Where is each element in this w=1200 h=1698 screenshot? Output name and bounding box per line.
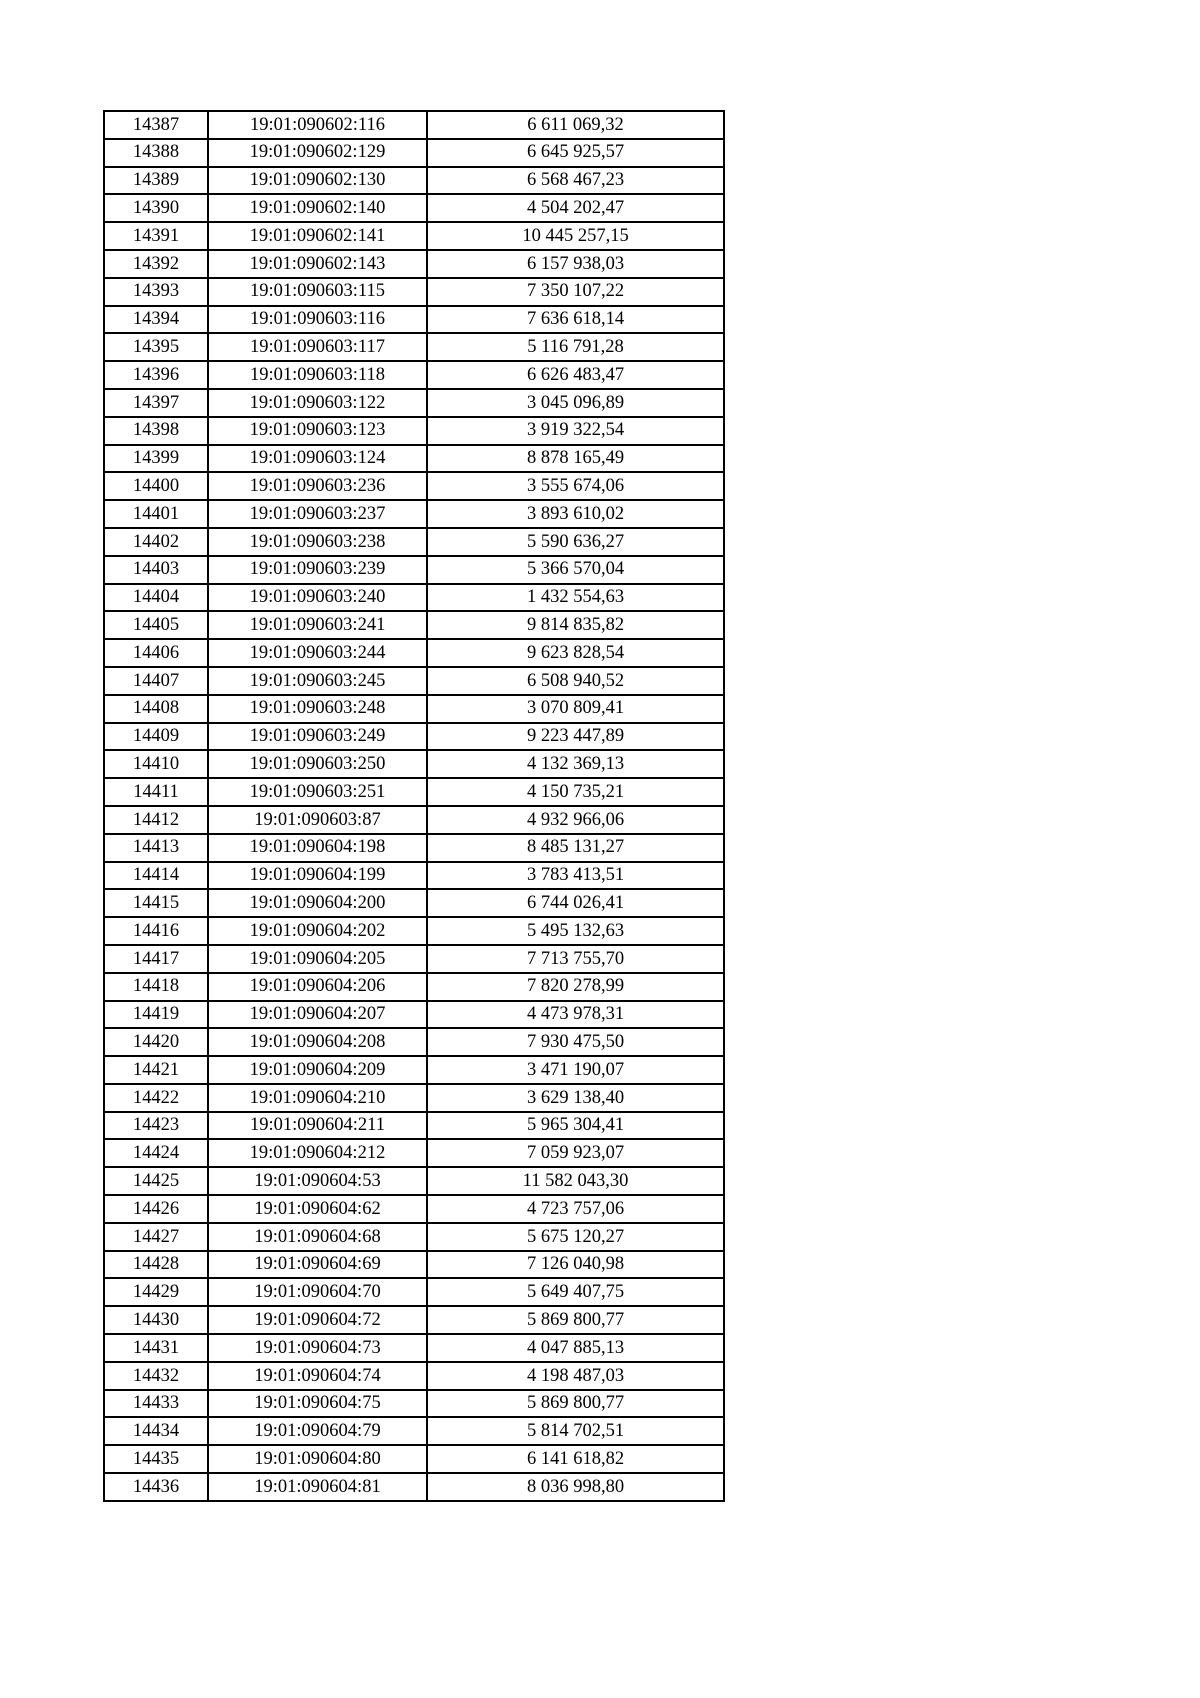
- cadastral-value-cell: 8 878 165,49: [427, 445, 724, 473]
- row-number-cell: 14412: [104, 806, 208, 834]
- table-row: [104, 584, 724, 612]
- cadastral-number-cell: 19:01:090604:206: [208, 973, 427, 1001]
- cadastral-number-cell: 19:01:090603:241: [208, 611, 427, 639]
- row-number-cell: 14387: [104, 111, 208, 139]
- cadastral-value-cell: 5 675 120,27: [427, 1223, 724, 1251]
- table-row: [104, 1390, 724, 1418]
- table-row: [104, 945, 724, 973]
- cadastral-value-cell: 6 611 069,32: [427, 111, 724, 139]
- cadastral-number-cell: 19:01:090604:202: [208, 917, 427, 945]
- table-row: [104, 1251, 724, 1279]
- table-row: [104, 1084, 724, 1112]
- cadastral-value-cell: 6 744 026,41: [427, 889, 724, 917]
- cadastral-number-cell: 19:01:090604:210: [208, 1084, 427, 1112]
- cadastral-value-cell: 4 473 978,31: [427, 1001, 724, 1029]
- row-number-cell: 14420: [104, 1028, 208, 1056]
- cadastral-number-cell: 19:01:090603:237: [208, 500, 427, 528]
- table-row: [104, 333, 724, 361]
- cadastral-number-cell: 19:01:090604:72: [208, 1306, 427, 1334]
- table-row: [104, 667, 724, 695]
- row-number-cell: 14390: [104, 194, 208, 222]
- cadastral-value-cell: 9 223 447,89: [427, 723, 724, 751]
- cadastral-value-cell: 5 590 636,27: [427, 528, 724, 556]
- cadastral-value-cell: 6 141 618,82: [427, 1445, 724, 1473]
- table-row: [104, 806, 724, 834]
- row-number-cell: 14429: [104, 1278, 208, 1306]
- table-row: [104, 1112, 724, 1140]
- cadastral-number-cell: 19:01:090602:130: [208, 167, 427, 195]
- row-number-cell: 14402: [104, 528, 208, 556]
- table-row: [104, 500, 724, 528]
- cadastral-value-cell: 8 036 998,80: [427, 1473, 724, 1501]
- cadastral-value-cell: 3 919 322,54: [427, 417, 724, 445]
- table-row: [104, 639, 724, 667]
- cadastral-value-cell: 3 783 413,51: [427, 862, 724, 890]
- row-number-cell: 14396: [104, 361, 208, 389]
- row-number-cell: 14392: [104, 250, 208, 278]
- cadastral-value-cell: 4 504 202,47: [427, 194, 724, 222]
- row-number-cell: 14426: [104, 1195, 208, 1223]
- cadastral-value-cell: 4 198 487,03: [427, 1362, 724, 1390]
- row-number-cell: 14422: [104, 1084, 208, 1112]
- cadastral-value-cell: 3 893 610,02: [427, 500, 724, 528]
- cadastral-number-cell: 19:01:090604:212: [208, 1139, 427, 1167]
- cadastral-number-cell: 19:01:090604:205: [208, 945, 427, 973]
- table-row: [104, 778, 724, 806]
- cadastral-value-cell: 6 508 940,52: [427, 667, 724, 695]
- cadastral-value-cell: 7 636 618,14: [427, 306, 724, 334]
- table-row: [104, 1195, 724, 1223]
- cadastral-number-cell: 19:01:090603:245: [208, 667, 427, 695]
- cadastral-number-cell: 19:01:090603:240: [208, 584, 427, 612]
- table-row: [104, 306, 724, 334]
- cadastral-number-cell: 19:01:090602:140: [208, 194, 427, 222]
- cadastral-number-cell: 19:01:090604:69: [208, 1251, 427, 1279]
- table-row: [104, 194, 724, 222]
- cadastral-value-cell: 5 814 702,51: [427, 1417, 724, 1445]
- row-number-cell: 14432: [104, 1362, 208, 1390]
- table-row: [104, 222, 724, 250]
- cadastral-value-cell: 6 568 467,23: [427, 167, 724, 195]
- cadastral-value-cell: 5 869 800,77: [427, 1306, 724, 1334]
- cadastral-number-cell: 19:01:090604:209: [208, 1056, 427, 1084]
- cadastral-value-cell: 1 432 554,63: [427, 584, 724, 612]
- cadastral-number-cell: 19:01:090604:199: [208, 862, 427, 890]
- cadastral-number-cell: 19:01:090603:244: [208, 639, 427, 667]
- table-row: [104, 889, 724, 917]
- cadastral-number-cell: 19:01:090604:68: [208, 1223, 427, 1251]
- cadastral-value-cell: 11 582 043,30: [427, 1167, 724, 1195]
- row-number-cell: 14409: [104, 723, 208, 751]
- cadastral-number-cell: 19:01:090603:250: [208, 750, 427, 778]
- row-number-cell: 14411: [104, 778, 208, 806]
- table-row: [104, 750, 724, 778]
- table-row: [104, 278, 724, 306]
- cadastral-value-cell: 4 132 369,13: [427, 750, 724, 778]
- cadastral-number-cell: 19:01:090603:117: [208, 333, 427, 361]
- cadastral-number-cell: 19:01:090604:74: [208, 1362, 427, 1390]
- table-row: [104, 1473, 724, 1501]
- table-row: [104, 917, 724, 945]
- cadastral-value-cell: 3 555 674,06: [427, 472, 724, 500]
- cadastral-number-cell: 19:01:090604:198: [208, 834, 427, 862]
- cadastral-number-cell: 19:01:090604:207: [208, 1001, 427, 1029]
- table-row: [104, 1001, 724, 1029]
- row-number-cell: 14405: [104, 611, 208, 639]
- cadastral-number-cell: 19:01:090602:143: [208, 250, 427, 278]
- cadastral-value-cell: 4 723 757,06: [427, 1195, 724, 1223]
- cadastral-number-cell: 19:01:090603:239: [208, 556, 427, 584]
- table-row: [104, 862, 724, 890]
- row-number-cell: 14398: [104, 417, 208, 445]
- cadastral-value-cell: 3 045 096,89: [427, 389, 724, 417]
- row-number-cell: 14427: [104, 1223, 208, 1251]
- table-row: [104, 1334, 724, 1362]
- row-number-cell: 14434: [104, 1417, 208, 1445]
- row-number-cell: 14413: [104, 834, 208, 862]
- table-row: [104, 1362, 724, 1390]
- cadastral-value-cell: 7 820 278,99: [427, 973, 724, 1001]
- row-number-cell: 14403: [104, 556, 208, 584]
- table-row: [104, 1445, 724, 1473]
- row-number-cell: 14388: [104, 139, 208, 167]
- cadastral-value-cell: 7 126 040,98: [427, 1251, 724, 1279]
- cadastral-number-cell: 19:01:090604:208: [208, 1028, 427, 1056]
- row-number-cell: 14393: [104, 278, 208, 306]
- row-number-cell: 14408: [104, 695, 208, 723]
- cadastral-number-cell: 19:01:090603:249: [208, 723, 427, 751]
- row-number-cell: 14433: [104, 1390, 208, 1418]
- cadastral-value-cell: 5 649 407,75: [427, 1278, 724, 1306]
- cadastral-number-cell: 19:01:090604:79: [208, 1417, 427, 1445]
- row-number-cell: 14404: [104, 584, 208, 612]
- row-number-cell: 14417: [104, 945, 208, 973]
- row-number-cell: 14436: [104, 1473, 208, 1501]
- table-row: [104, 389, 724, 417]
- table-row: [104, 556, 724, 584]
- table-row: [104, 139, 724, 167]
- cadastral-value-cell: 6 645 925,57: [427, 139, 724, 167]
- cadastral-number-cell: 19:01:090603:251: [208, 778, 427, 806]
- cadastral-number-cell: 19:01:090604:70: [208, 1278, 427, 1306]
- cadastral-value-cell: 6 157 938,03: [427, 250, 724, 278]
- row-number-cell: 14395: [104, 333, 208, 361]
- table-row: [104, 250, 724, 278]
- cadastral-number-cell: 19:01:090603:123: [208, 417, 427, 445]
- row-number-cell: 14424: [104, 1139, 208, 1167]
- row-number-cell: 14435: [104, 1445, 208, 1473]
- table-row: [104, 1223, 724, 1251]
- table-row: [104, 361, 724, 389]
- cadastral-value-table: [103, 110, 725, 1502]
- cadastral-value-cell: 5 366 570,04: [427, 556, 724, 584]
- cadastral-number-cell: 19:01:090604:53: [208, 1167, 427, 1195]
- cadastral-number-cell: 19:01:090603:115: [208, 278, 427, 306]
- table-row: [104, 611, 724, 639]
- cadastral-value-cell: 6 626 483,47: [427, 361, 724, 389]
- cadastral-number-cell: 19:01:090603:236: [208, 472, 427, 500]
- table-row: [104, 1139, 724, 1167]
- table-row: [104, 1306, 724, 1334]
- table-row: [104, 445, 724, 473]
- cadastral-value-cell: 10 445 257,15: [427, 222, 724, 250]
- row-number-cell: 14428: [104, 1251, 208, 1279]
- cadastral-value-cell: 5 869 800,77: [427, 1390, 724, 1418]
- cadastral-number-cell: 19:01:090604:80: [208, 1445, 427, 1473]
- table-row: [104, 528, 724, 556]
- row-number-cell: 14389: [104, 167, 208, 195]
- table-row: [104, 167, 724, 195]
- cadastral-value-cell: 9 623 828,54: [427, 639, 724, 667]
- table-row: [104, 1056, 724, 1084]
- cadastral-value-cell: 4 932 966,06: [427, 806, 724, 834]
- cadastral-value-cell: 4 150 735,21: [427, 778, 724, 806]
- row-number-cell: 14406: [104, 639, 208, 667]
- cadastral-value-cell: 7 059 923,07: [427, 1139, 724, 1167]
- cadastral-number-cell: 19:01:090603:118: [208, 361, 427, 389]
- cadastral-value-cell: 3 070 809,41: [427, 695, 724, 723]
- table-body: [104, 111, 724, 1501]
- row-number-cell: 14414: [104, 862, 208, 890]
- row-number-cell: 14397: [104, 389, 208, 417]
- cadastral-number-cell: 19:01:090603:87: [208, 806, 427, 834]
- cadastral-value-cell: 7 713 755,70: [427, 945, 724, 973]
- table-row: [104, 1278, 724, 1306]
- table-row: [104, 417, 724, 445]
- cadastral-value-cell: 8 485 131,27: [427, 834, 724, 862]
- cadastral-number-cell: 19:01:090604:75: [208, 1390, 427, 1418]
- row-number-cell: 14419: [104, 1001, 208, 1029]
- cadastral-number-cell: 19:01:090603:248: [208, 695, 427, 723]
- cadastral-number-cell: 19:01:090604:81: [208, 1473, 427, 1501]
- cadastral-value-cell: 5 116 791,28: [427, 333, 724, 361]
- cadastral-value-cell: 9 814 835,82: [427, 611, 724, 639]
- row-number-cell: 14410: [104, 750, 208, 778]
- cadastral-value-cell: 7 350 107,22: [427, 278, 724, 306]
- cadastral-value-cell: 3 471 190,07: [427, 1056, 724, 1084]
- table-row: [104, 723, 724, 751]
- table-row: [104, 111, 724, 139]
- cadastral-number-cell: 19:01:090602:116: [208, 111, 427, 139]
- cadastral-number-cell: 19:01:090603:122: [208, 389, 427, 417]
- row-number-cell: 14400: [104, 472, 208, 500]
- cadastral-number-cell: 19:01:090603:238: [208, 528, 427, 556]
- cadastral-number-cell: 19:01:090603:124: [208, 445, 427, 473]
- cadastral-value-cell: 5 495 132,63: [427, 917, 724, 945]
- row-number-cell: 14430: [104, 1306, 208, 1334]
- table-row: [104, 1167, 724, 1195]
- row-number-cell: 14418: [104, 973, 208, 1001]
- cadastral-value-cell: 3 629 138,40: [427, 1084, 724, 1112]
- row-number-cell: 14401: [104, 500, 208, 528]
- table-row: [104, 695, 724, 723]
- row-number-cell: 14394: [104, 306, 208, 334]
- cadastral-number-cell: 19:01:090604:200: [208, 889, 427, 917]
- table-row: [104, 1417, 724, 1445]
- row-number-cell: 14425: [104, 1167, 208, 1195]
- row-number-cell: 14423: [104, 1112, 208, 1140]
- cadastral-value-cell: 5 965 304,41: [427, 1112, 724, 1140]
- row-number-cell: 14431: [104, 1334, 208, 1362]
- cadastral-number-cell: 19:01:090602:129: [208, 139, 427, 167]
- cadastral-number-cell: 19:01:090604:62: [208, 1195, 427, 1223]
- cadastral-value-cell: 7 930 475,50: [427, 1028, 724, 1056]
- cadastral-number-cell: 19:01:090603:116: [208, 306, 427, 334]
- table-row: [104, 472, 724, 500]
- row-number-cell: 14415: [104, 889, 208, 917]
- cadastral-number-cell: 19:01:090602:141: [208, 222, 427, 250]
- table-row: [104, 834, 724, 862]
- row-number-cell: 14421: [104, 1056, 208, 1084]
- table-row: [104, 1028, 724, 1056]
- cadastral-number-cell: 19:01:090604:211: [208, 1112, 427, 1140]
- row-number-cell: 14416: [104, 917, 208, 945]
- table-row: [104, 973, 724, 1001]
- row-number-cell: 14407: [104, 667, 208, 695]
- row-number-cell: 14399: [104, 445, 208, 473]
- cadastral-number-cell: 19:01:090604:73: [208, 1334, 427, 1362]
- row-number-cell: 14391: [104, 222, 208, 250]
- cadastral-value-cell: 4 047 885,13: [427, 1334, 724, 1362]
